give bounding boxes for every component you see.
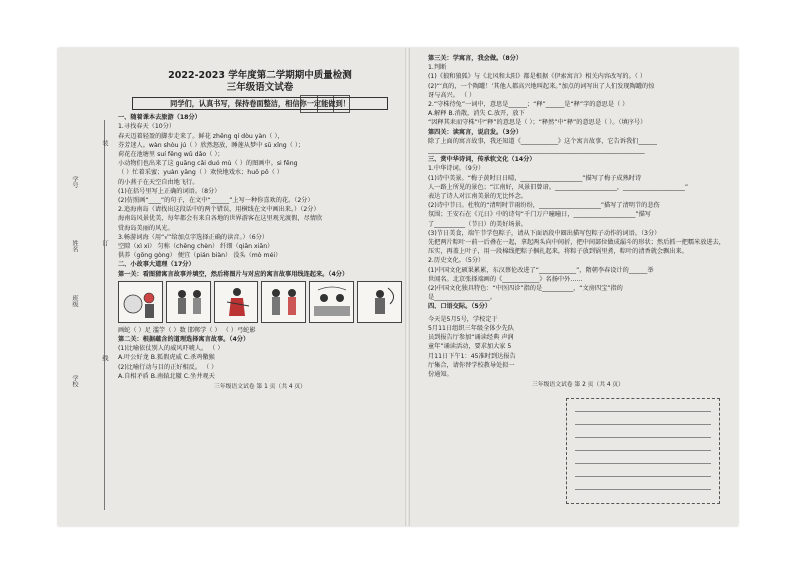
question-line: A.自相矛盾 B.南辕北辙 C.坐井观天 xyxy=(118,372,215,380)
story-picture-5 xyxy=(309,281,354,323)
question-line: (2)诗中节日。杜牧的“清明时节雨纷纷，____________________”描写了清明节的悲伤 xyxy=(428,202,660,210)
question-line: 1.寻找春天（10分） xyxy=(118,123,176,131)
binding-line xyxy=(104,120,105,510)
story-picture-2 xyxy=(166,281,211,323)
notice-line: 员到报告厅参加“诵读经典 声润 xyxy=(428,334,514,342)
question-line: 讶与高兴。 （ ） xyxy=(428,91,476,99)
notice-line: 份通知。 xyxy=(428,370,453,378)
question-line: 2.历史文化。（5分） xyxy=(428,257,485,265)
question-line: 赏海岛美丽的风光。 xyxy=(118,224,174,232)
question-line: 第一关：看图猜寓言故事并填空，然后将图片与对应的寓言故事用线连起来。（4分） xyxy=(118,270,349,278)
question-line: (1)在括号里写上正确的词语。（8分） xyxy=(118,187,221,195)
question-line: 1.判断 xyxy=(428,64,447,72)
section-heading: 第二关：根据蕴含的道理选择寓言故事。（4分） xyxy=(118,336,250,344)
binding-mark-1: 装 xyxy=(101,140,108,147)
notice-line: 今天是5月5号，学校定于 xyxy=(428,315,498,323)
question-line: A.解释 B.消散，消失 C.放开，放下 xyxy=(428,110,525,118)
page-footer: 三年级语文试卷 第 1 页（共 4 页） xyxy=(214,384,306,391)
question-line: 除了上面的寓言故事，我还知道《____________》这个寓言故事，它告诉我们______ xyxy=(428,137,657,145)
question-line: (1)中国文化硕果累累，东汉蔡伦改进了“____________”，隋朝李春设计的______举 xyxy=(428,266,654,274)
question-line: (1)比喻依仗别人的威风吓唬人。 （ ） xyxy=(118,345,224,353)
notice-prompt xyxy=(428,315,560,379)
section-heading: 第四关：读寓言，说启发。（3分） xyxy=(428,128,523,136)
binding-class-label: 班级 xyxy=(71,295,78,308)
notice-line: 厅集合，请你替学校教导处拟一 xyxy=(428,361,515,369)
question-line: ______________________________________________________________________ xyxy=(428,147,645,155)
question-line: 空隙（xì xì） 匀称（chēng chèn） 纤细（qiān xiān） xyxy=(118,243,274,251)
question-line: 海南岛风景优美，每年都会有来自各地的世界游客在这里观光渡假，尽情欣 xyxy=(118,215,323,223)
page-footer: 三年级语文试卷 第 2 页（共 4 页） xyxy=(532,382,624,389)
question-line: (1)诗中美景。“梅子黄时日日晴，____________________”描写了梅子成熟时诗 xyxy=(428,174,642,182)
section-heading: 三、赏中华诗词，传承软文化（14分） xyxy=(428,156,536,164)
section-heading: 二、小故事大道理（17分） xyxy=(118,261,195,269)
question-line: 先把两片粽叶一前一后叠在一起，拿起两头向中间折，把中间部位做成漏斗的形状；然后抓一把糯米放进去， xyxy=(428,239,725,247)
question-line: 春天迈着轻盈的脚步走来了。鲜花 zhēng qí dòu yàn（ ）， xyxy=(118,132,284,140)
question-line: 2.“守株待兔”一词中，意思是______；“释”______是“释”字的意思是（ ） xyxy=(428,101,629,109)
story-picture-1 xyxy=(118,281,163,323)
story-picture-3 xyxy=(214,281,259,323)
exam-title: 2022-2023 学年度第二学期期中质量检测 xyxy=(168,70,352,81)
notice-line: 月11日下午1：45准时到达报告 xyxy=(428,352,516,360)
question-line: (2)比喻行动与目的正好相反。 （ ） xyxy=(118,363,218,371)
notice-writing-box[interactable] xyxy=(566,398,720,504)
question-line: (3)节日美食，端午节学包粽子，请从下面语段中圈出描写包粽子动作的词语。（3分） xyxy=(428,229,661,237)
exam-subtitle: 三年级语文试卷 xyxy=(226,82,294,93)
question-line: 了__________（节日）的美好场景。 xyxy=(428,220,527,228)
story-picture-6 xyxy=(357,281,402,323)
question-line: A.叶公好龙 B.狐假虎威 C.杀鸡儆猴 xyxy=(118,354,215,362)
question-line: 人一路上所见的景色；“江南好，风景旧曾谙。____________________，____________________” xyxy=(428,183,689,191)
question-line: 表达了诗人对江南美景的无比怀念。 xyxy=(428,193,527,201)
page-fold xyxy=(405,48,410,526)
question-line: 小动物们也出来了这 guāng cǎi duó mù（ ）的图画中。si fēng xyxy=(118,160,298,168)
picture-captions: 画蛇（ ）足 滥竽（ ）数 邯郸学（ ） （ ）弓蛇影 xyxy=(118,326,256,334)
question-line: 氛围；王安石在《元日》中的诗句“千门万户曈曈日，____________________”描写 xyxy=(428,211,651,219)
question-line: 是__________________。 xyxy=(428,294,497,302)
section-heading: 四、口语交际。（5分） xyxy=(428,303,492,311)
left-page xyxy=(118,70,402,392)
question-line: (2)“‘真的，一个陶罐！’其他人都高兴地叫起来。”加点的词写出了人们发现陶罐的惊 xyxy=(428,82,655,90)
notice-line: 5月11日组织三年级全体少先队 xyxy=(428,324,515,332)
section-heading: 一、随着课本去旅游（18分） xyxy=(118,114,201,122)
question-line: 的小燕子在天空自由地飞行。 xyxy=(118,178,199,186)
binding-mark-2: 订 xyxy=(101,240,108,247)
question-line: 供养（gōng gòng） 便宜（pián biàn） 没头（mò méi） xyxy=(118,252,282,260)
section-heading: 第三关：学寓言，我会做。（8分） xyxy=(428,55,523,62)
question-line: (2)仿照画“____”的句子，在文中“______”上写一种你喜欢的花。（2分） xyxy=(118,197,314,205)
question-line: 3.畅游词海（用“√”给加点字选择正确的读音。）（6分） xyxy=(118,233,269,241)
question-line: 荷花在池塘里 suí fēng wǔ dǎo（ ）； xyxy=(118,151,224,159)
question-line: （ ）忙着采蜜；yuàn yāng（ ）欢快地戏水；huǒ pō（ ） xyxy=(118,169,283,177)
binding-name-label: 姓名 xyxy=(71,240,78,253)
question-line: 2.追海南岛（请找出这段话中的两个错误，用横线在文中画出来。）（2分） xyxy=(118,206,320,214)
binding-school-label: 学校 xyxy=(71,375,78,388)
notice-line: 童年”诵读活动，要求加大家 5 xyxy=(428,343,512,351)
question-line: 1.中华诗词。（9分） xyxy=(428,165,485,173)
picture-row xyxy=(118,281,402,323)
question-line: 压实，再盖上叶子，用一段棉线把粽子捆扎起来，将粽子放到锅里煮，粽叶的清香就会飘出来。 xyxy=(428,248,688,256)
question-line: 世闻名。北京张择端画的《____________》名扬中外…… xyxy=(428,275,583,283)
right-page xyxy=(428,54,728,390)
exam-tip: 同学们，认真书写，保持卷面整洁，相信你一定能做到！ xyxy=(132,97,388,110)
question-line: “因释其耒而守株”中“释”的意思是（ ）；“释然”中“释”的意思是（ ）。（填序号） xyxy=(428,119,647,127)
question-line: 芬芳迷人。wàn shòu jú（ ）欣然怒放，睡莲从梦中 sū xǐng（ ）； xyxy=(118,141,305,149)
binding-id-label: 学号 xyxy=(71,176,78,189)
question-line: (2)中国文化独具特色：“中医四诊”指的是__________，“文房四宝”指的 xyxy=(428,285,623,293)
binding-mark-3: 线 xyxy=(101,355,108,362)
story-picture-4 xyxy=(261,281,306,323)
question-line: (1)《狼和狼狐》与《北风和太阳》都是根据《伊索寓言》相关内容改写的。（ ） xyxy=(428,73,647,81)
